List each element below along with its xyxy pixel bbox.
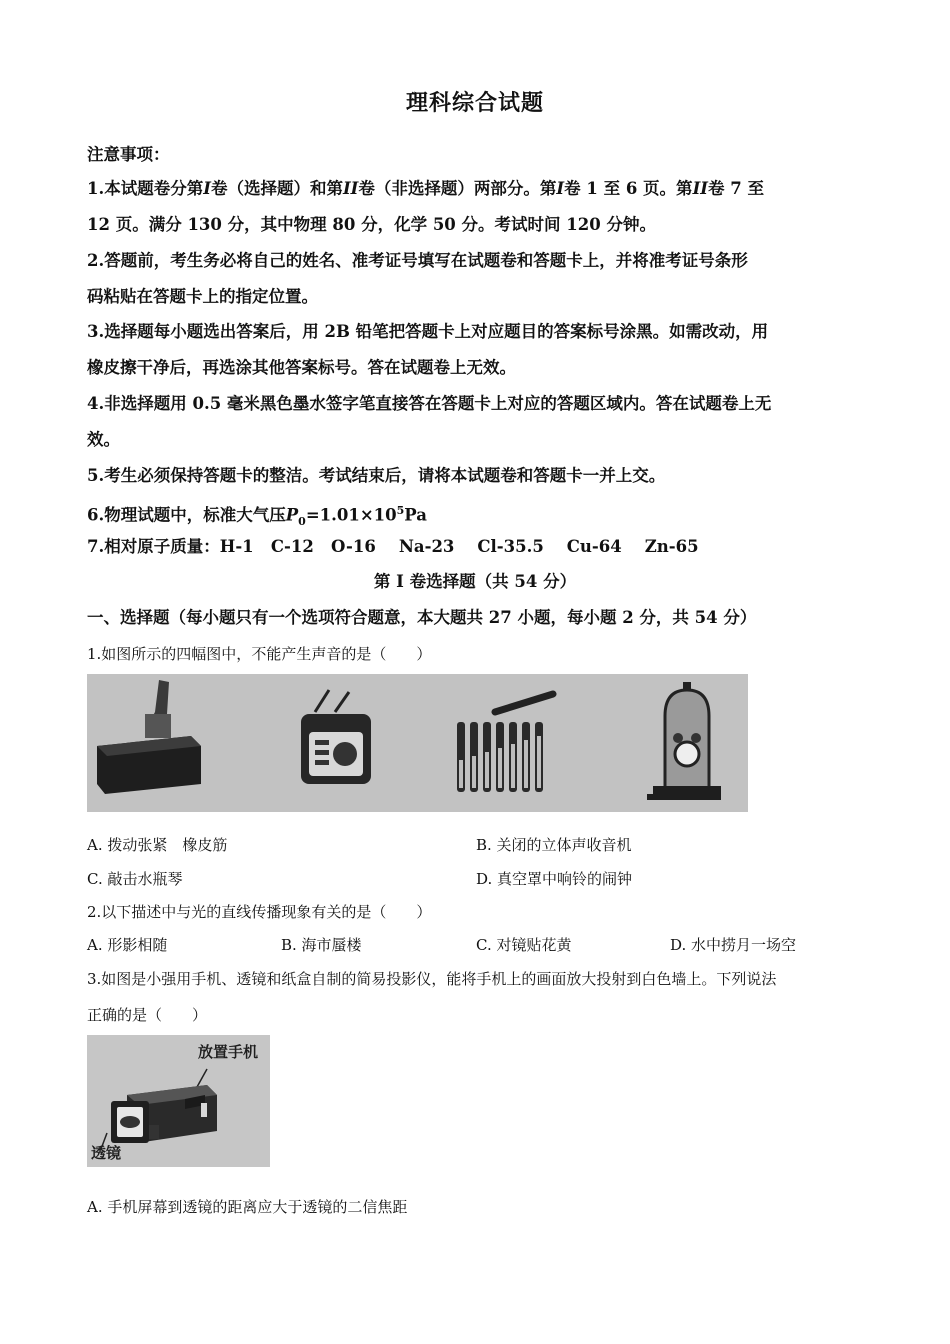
page-title: 理科综合试题 — [405, 90, 544, 116]
notice-item-6: 6.物理试题中，标准大气压$P_0=1.01\times 10^5Pa$ — [87, 504, 427, 528]
notice-item-1-cont: 12 页。满分 130 分，其中物理 80 分，化学 50 分。考试时间 120 分钟。 — [87, 215, 656, 234]
question-1-option-d[interactable]: D. 真空罩中响铃的闹钟 — [476, 870, 633, 888]
notice-item-4-cont: 效。 — [87, 430, 120, 449]
question-2-option-c[interactable]: C. 对镜贴花黄 — [476, 936, 572, 954]
question-2-stem: 2.以下描述中与光的直线传播现象有关的是（ ） — [87, 903, 432, 921]
question-2-option-d[interactable]: D. 水中捞月一场空 — [670, 936, 797, 954]
question-1-option-a[interactable]: A. 拨动张紧 橡皮筋 — [87, 836, 228, 854]
notice-item-1: 1.本试题卷分第I卷（选择题）和第II卷（非选择题）两部分。第I卷 1 至 6 页。第II卷 7 至 — [87, 179, 764, 198]
notice-item-3-cont: 橡皮擦干净后，再选涂其他答案标号。答在试题卷上无效。 — [87, 358, 516, 377]
figure-label-lens: 透镜 — [91, 1144, 122, 1162]
notice-heading: 注意事项： — [87, 145, 170, 164]
question-3-option-a[interactable]: A. 手机屏幕到透镜的距离应大于透镜的二信焦距 — [87, 1198, 408, 1216]
question-1-option-c[interactable]: C. 敲击水瓶琴 — [87, 870, 183, 888]
notice-item-7: 7.相对原子质量：H-1 C-12 O-16 Na-23 Cl-35.5 Cu-64 Zn-65 — [87, 537, 699, 556]
question-2-option-a[interactable]: A. 形影相随 — [87, 936, 168, 954]
question-1-figure — [87, 674, 748, 812]
notice-item-5: 5.考生必须保持答题卡的整洁。考试结束后，请将本试题卷和答题卡一并上交。 — [87, 466, 666, 485]
figure-label-phone: 放置手机 — [197, 1043, 258, 1061]
question-3-stem: 3.如图是小强用手机、透镜和纸盒自制的简易投影仪，能将手机上的画面放大投射到白色墙上。下列说法 — [87, 970, 777, 988]
notice-item-2-cont: 码粘贴在答题卡上的指定位置。 — [87, 287, 318, 306]
notice-item-4: 4.非选择题用 0.5 毫米黑色墨水签字笔直接答在答题卡上对应的答题区域内。答在试题卷上无 — [87, 394, 772, 413]
question-2-option-b[interactable]: B. 海市蜃楼 — [281, 936, 362, 954]
question-1-stem: 1.如图所示的四幅图中，不能产生声音的是（ ） — [87, 645, 432, 663]
question-1-option-b[interactable]: B. 关闭的立体声收音机 — [476, 836, 632, 854]
question-3-stem-cont: 正确的是（ ） — [87, 1006, 208, 1024]
section-title: 第 I 卷选择题（共 54 分） — [373, 572, 577, 591]
part1-heading: 一、选择题（每小题只有一个选项符合题意，本大题共 27 小题，每小题 2 分，共 54 分） — [87, 608, 757, 627]
question-3-figure — [87, 1035, 270, 1167]
notice-item-2: 2.答题前，考生务必将自己的姓名、准考证号填写在试题卷和答题卡上，并将准考证号条形 — [87, 251, 748, 270]
notice-item-3: 3.选择题每小题选出答案后，用 2B 铅笔把答题卡上对应题目的答案标号涂黑。如需改动，用 — [87, 322, 769, 341]
